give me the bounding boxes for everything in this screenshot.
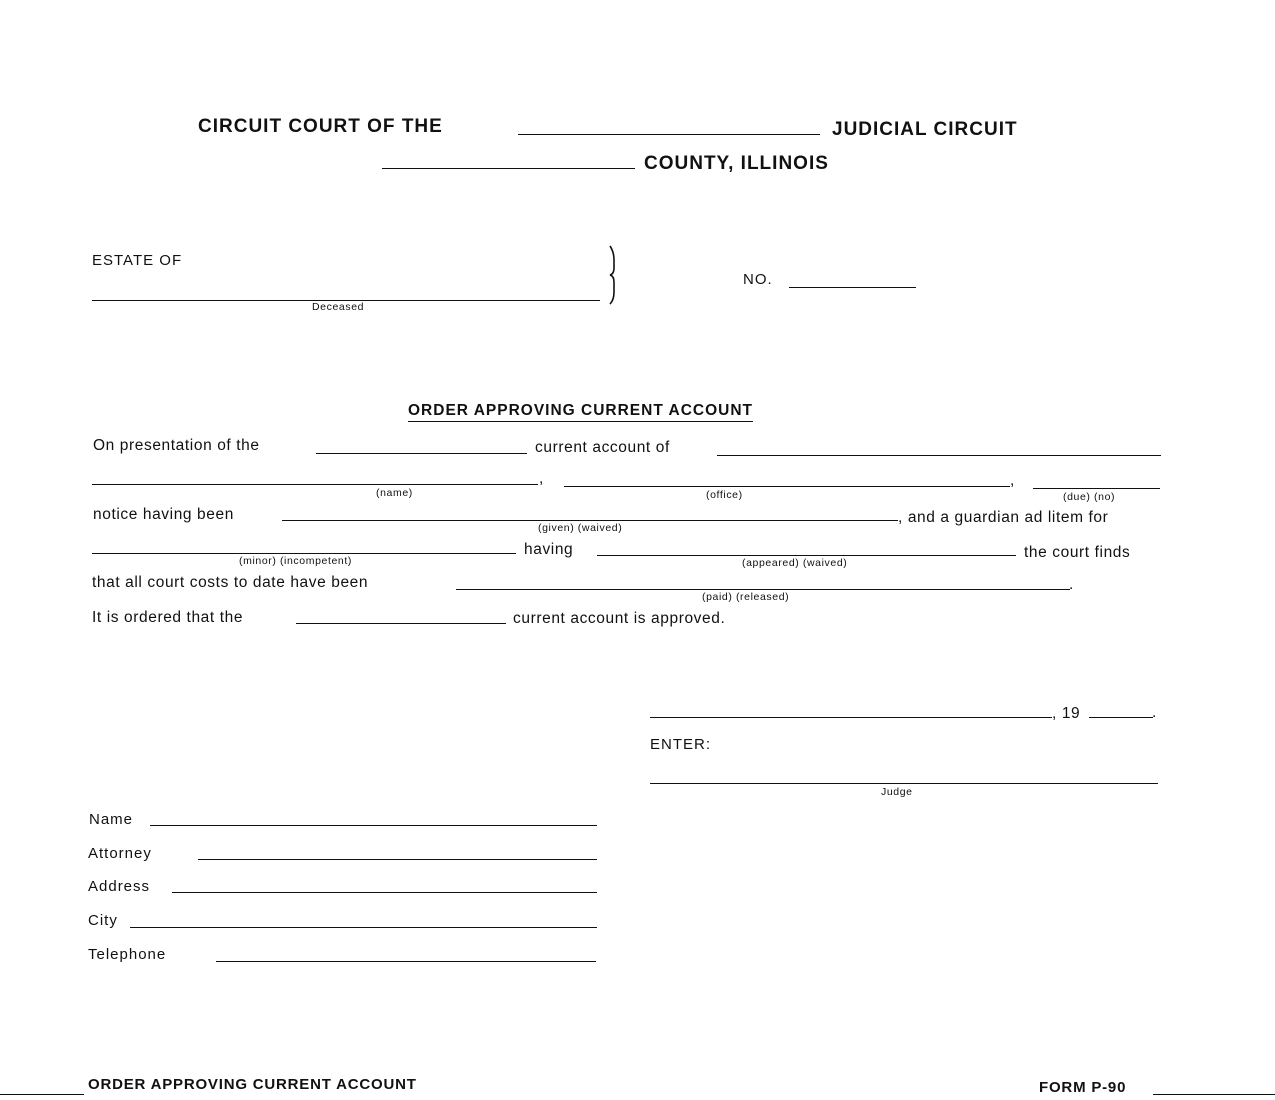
office-field[interactable] xyxy=(564,486,1010,487)
city-field[interactable] xyxy=(130,927,597,928)
due-no-caption: (due) (no) xyxy=(1063,491,1116,503)
judge-caption: Judge xyxy=(881,786,913,798)
enter-label: ENTER: xyxy=(650,736,712,753)
due-no-field[interactable] xyxy=(1033,488,1160,489)
date-field[interactable] xyxy=(650,717,1052,718)
city-label: City xyxy=(88,912,118,929)
appeared-waived-field[interactable] xyxy=(597,555,1016,556)
address-label: Address xyxy=(88,878,151,895)
having-label: having xyxy=(524,541,574,558)
appeared-waived-caption: (appeared) (waived) xyxy=(742,557,848,569)
footer-rule-right xyxy=(1153,1094,1275,1095)
current-account-of-label: current account of xyxy=(535,439,670,456)
year-field[interactable] xyxy=(1089,717,1153,718)
given-waived-caption: (given) (waived) xyxy=(538,522,623,534)
court-finds-label: the court finds xyxy=(1024,544,1131,561)
account-ordinal-field[interactable] xyxy=(316,453,527,454)
name-field[interactable] xyxy=(92,484,538,485)
court-prefix: CIRCUIT COURT OF THE xyxy=(198,116,443,137)
minor-incompetent-caption: (minor) (incompetent) xyxy=(239,555,352,567)
period-mark: . xyxy=(1152,704,1157,721)
estate-of-label: ESTATE OF xyxy=(92,252,183,269)
attorney-name-field[interactable] xyxy=(150,825,597,826)
judge-signature-field[interactable] xyxy=(650,783,1158,784)
deceased-caption: Deceased xyxy=(312,301,365,313)
address-field[interactable] xyxy=(172,892,597,893)
form-number: FORM P-90 xyxy=(1039,1079,1127,1096)
name-caption: (name) xyxy=(376,487,413,499)
county-label: COUNTY, ILLINOIS xyxy=(644,153,829,174)
presentation-prefix: On presentation of the xyxy=(93,437,260,454)
comma-mark: , xyxy=(1010,472,1015,489)
paid-released-field[interactable] xyxy=(456,589,1070,590)
year-prefix: , 19 xyxy=(1052,705,1081,722)
caption-brace xyxy=(604,244,624,306)
telephone-field[interactable] xyxy=(216,961,596,962)
account-of-field[interactable] xyxy=(717,455,1161,456)
notice-having-been-label: notice having been xyxy=(93,506,234,523)
footer-title: ORDER APPROVING CURRENT ACCOUNT xyxy=(88,1076,417,1093)
minor-incompetent-field[interactable] xyxy=(92,553,516,554)
judicial-circuit-label: JUDICIAL CIRCUIT xyxy=(832,119,1018,140)
circuit-number-field[interactable] xyxy=(518,134,820,135)
paid-released-caption: (paid) (released) xyxy=(702,591,790,603)
case-number-field[interactable] xyxy=(789,287,916,288)
notice-given-waived-field[interactable] xyxy=(282,520,898,521)
approved-account-ordinal-field[interactable] xyxy=(296,623,506,624)
guardian-text: , and a guardian ad litem for xyxy=(898,509,1109,526)
county-name-field[interactable] xyxy=(382,168,635,169)
attorney-name-label: Name xyxy=(89,811,134,828)
telephone-label: Telephone xyxy=(88,946,167,963)
court-costs-label: that all court costs to date have been xyxy=(92,574,369,591)
period-mark: . xyxy=(1069,576,1074,593)
office-caption: (office) xyxy=(706,489,743,501)
attorney-label: Attorney xyxy=(88,845,152,862)
comma-mark: , xyxy=(539,470,544,487)
attorney-field[interactable] xyxy=(198,859,597,860)
footer-rule-left xyxy=(0,1094,84,1095)
ordered-suffix: current account is approved. xyxy=(513,610,726,627)
case-number-label: NO. xyxy=(743,271,773,288)
ordered-prefix: It is ordered that the xyxy=(92,609,244,626)
order-title: ORDER APPROVING CURRENT ACCOUNT xyxy=(408,402,754,419)
